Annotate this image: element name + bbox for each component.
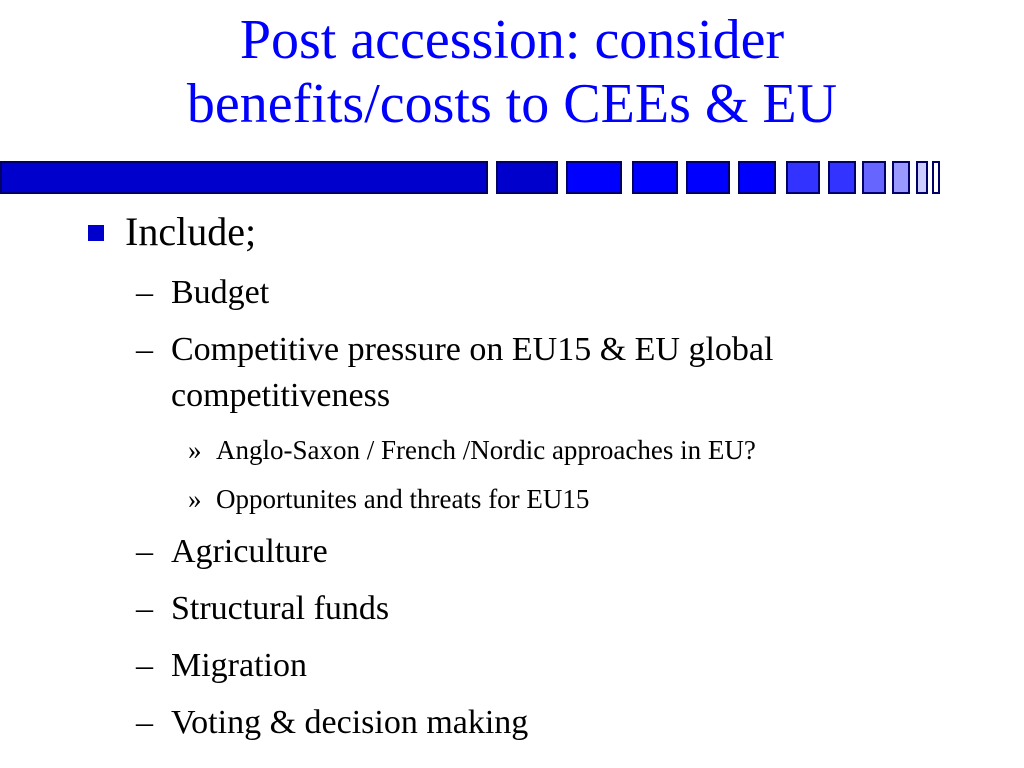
bar-segment <box>862 161 886 194</box>
title-line-1: Post accession: consider <box>239 9 785 71</box>
square-bullet-icon <box>88 225 104 241</box>
sub-bullet-text: Agriculture <box>171 533 328 570</box>
dash-marker: – <box>136 274 153 311</box>
sub-sub-bullet-text: Anglo-Saxon / French /Nordic approaches in EU? <box>216 435 756 465</box>
bullet-text: Include; <box>125 209 257 254</box>
bar-segment <box>496 161 558 194</box>
bar-segment <box>566 161 622 194</box>
sub-sub-bullet-text: Opportunites and threats for EU15 <box>216 484 590 514</box>
bar-segment <box>786 161 820 194</box>
title-line-2: benefits/costs to CEEs & EU <box>186 73 838 135</box>
sub-bullet-text: competitiveness <box>171 377 391 414</box>
bar-segment <box>632 161 678 194</box>
sub-bullet-text: Budget <box>171 274 270 311</box>
dash-marker: – <box>136 331 153 368</box>
dash-marker: – <box>136 590 153 627</box>
dash-marker: – <box>136 704 153 741</box>
bar-segment <box>738 161 776 194</box>
decorative-bar <box>0 161 944 194</box>
guillemet-marker: » <box>188 435 202 465</box>
sub-bullet-text: Competitive pressure on EU15 & EU global <box>171 331 774 368</box>
guillemet-marker: » <box>188 484 202 514</box>
bar-segment <box>916 161 928 194</box>
bar-segment <box>892 161 910 194</box>
bar-segment <box>686 161 730 194</box>
bar-segment <box>828 161 856 194</box>
bar-segment <box>0 161 488 194</box>
dash-marker: – <box>136 647 153 684</box>
sub-bullet-text: Migration <box>171 647 307 684</box>
sub-bullet-text: Voting & decision making <box>171 704 529 741</box>
dash-marker: – <box>136 533 153 570</box>
sub-bullet-text: Structural funds <box>171 590 390 627</box>
slide-title <box>0 8 1024 136</box>
bar-segment <box>932 161 940 194</box>
